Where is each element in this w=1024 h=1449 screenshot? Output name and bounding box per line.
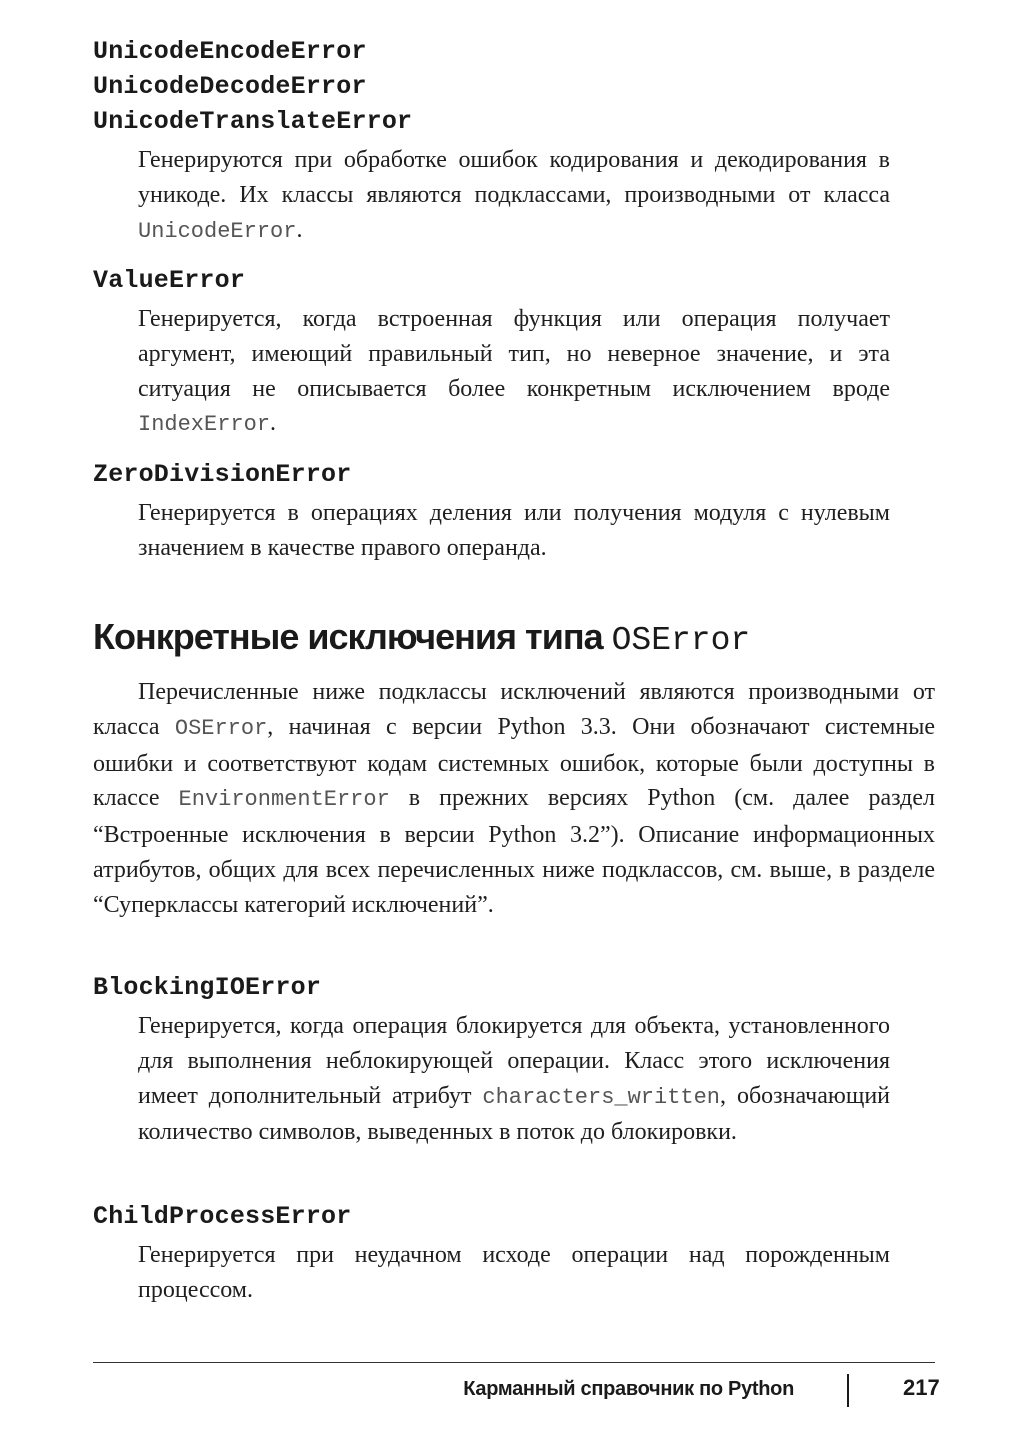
- desc-blocking-io-error: [138, 1009, 890, 1150]
- desc-text: , обозначающий количество символов, выведенных в поток до блокировки.: [138, 1082, 891, 1146]
- inline-code: UnicodeError: [138, 218, 297, 244]
- section-intro-paragraph: [93, 675, 935, 923]
- desc-child-process-error: Генерируется при неудачном исходе операции над порожденным процессом.: [138, 1242, 890, 1303]
- term-unicode-encode-error: UnicodeEncodeError: [93, 37, 367, 66]
- inline-code: EnvironmentError: [178, 787, 390, 813]
- footer-book-title: Карманный справочник по Python: [463, 1378, 794, 1400]
- desc-text: Генерируется, когда встроенная функция или операция получает аргумент, имеющий правильный тип, но неверное значение, и эта ситуация не описывается более конкретным исключением вроде: [138, 306, 890, 402]
- term-child-process-error: ChildProcessError: [93, 1202, 352, 1231]
- para-text: , начиная с версии Python 3.3. Они обозначают системные ошибки и соответствуют кодам системных ошибок, которые были доступны в классе: [93, 713, 935, 812]
- term-blocking-io-error: BlockingIOError: [93, 973, 322, 1002]
- term-zero-division-error: ZeroDivisionError: [93, 460, 352, 489]
- term-value-error: ValueError: [93, 266, 246, 295]
- desc-value-error: [138, 302, 890, 443]
- heading-code: OSError: [611, 622, 751, 659]
- term-unicode-decode-error: UnicodeDecodeError: [93, 72, 367, 101]
- desc-text: Генерируется, когда операция блокируется для объекта, установленного для выполнения неблокирующей операции. Класс этого исключения имеет дополнительный атрибут: [138, 1013, 890, 1109]
- page-number: 217: [903, 1375, 940, 1400]
- desc-unicode-errors: [138, 143, 890, 249]
- heading-text: Конкретные исключения типа: [93, 616, 612, 657]
- inline-code: characters_written: [482, 1084, 721, 1110]
- footer-separator: [847, 1374, 849, 1407]
- term-unicode-translate-error: UnicodeTranslateError: [93, 107, 413, 136]
- para-text: в прежних версиях Python (см. далее раздел “Встроенные исключения в версии Python 3.2”). Описание информационных атрибутов, общих для всех перечисленных ниже подклассов, см. выше, в разделе “Суперклассы категорий исключений”.: [93, 785, 935, 918]
- desc-text: .: [270, 410, 277, 437]
- section-heading: [93, 613, 750, 665]
- desc-text: .: [296, 216, 303, 243]
- footer-divider: [93, 1362, 935, 1363]
- desc-zero-division-error: Генерируется в операциях деления или получения модуля с нулевым значением в качестве правого операнда.: [138, 500, 890, 561]
- inline-code: IndexError: [138, 412, 271, 438]
- para-text: Перечисленные ниже подклассы исключений являются производными от класса: [93, 679, 935, 740]
- desc-text: Генерируются при обработке ошибок кодирования и декодирования в уникоде. Их классы являются подклассами, производными от класса: [138, 147, 890, 208]
- inline-code: OSError: [174, 715, 268, 741]
